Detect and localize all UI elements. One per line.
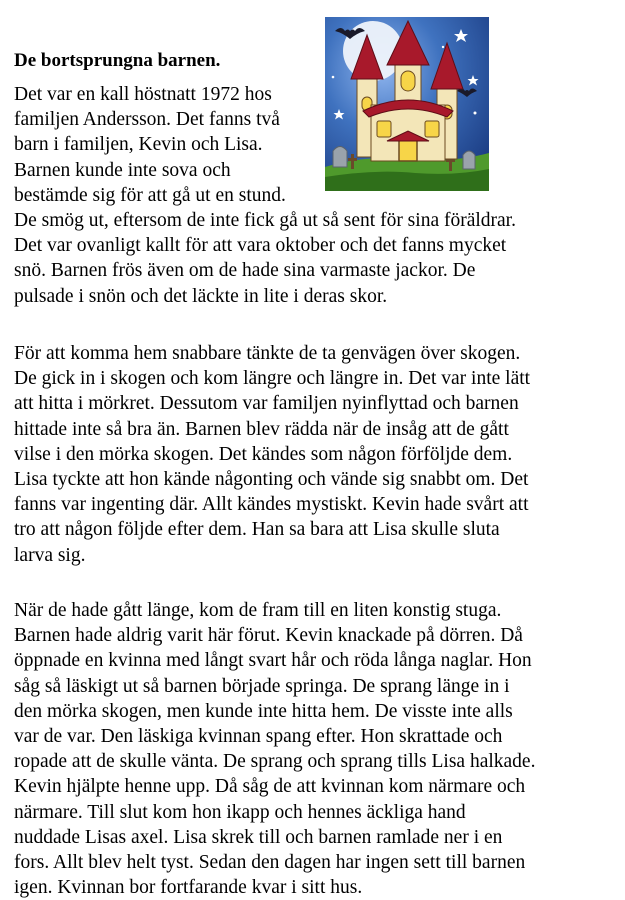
- paragraph-line: Kevin hjälpte henne upp. Då såg de att kvinnan kom närmare och: [14, 776, 526, 798]
- paragraph-line: nuddade Lisas axel. Lisa skrek till och barnen ramlade ner i en: [14, 826, 503, 848]
- paragraph-line: såg så läskigt ut så barnen började springa. De sprang länge in i: [14, 675, 510, 697]
- paragraph-line: fors. Allt blev helt tyst. Sedan den dagen har ingen sett till barnen: [14, 852, 526, 874]
- paragraph-line: var de var. Den läskiga kvinnan spang efter. Hon skrattade och: [14, 726, 503, 748]
- paragraph-line: larva sig.: [14, 544, 86, 566]
- paragraph-line: bestämde sig för att gå ut en stund.: [14, 184, 286, 206]
- story-title: De bortsprungna barnen.: [14, 50, 221, 71]
- paragraph-line: barn i familjen, Kevin och Lisa.: [14, 134, 263, 156]
- paragraph-line: De smög ut, eftersom de inte fick gå ut så sent för sina föräldrar.: [14, 210, 516, 232]
- paragraph-line: snö. Barnen frös även om de hade sina varmaste jackor. De: [14, 260, 476, 282]
- paragraph-line: Barnen hade aldrig varit här förut. Kevin knackade på dörren. Då: [14, 625, 523, 647]
- paragraph-3: [14, 598, 535, 900]
- paragraph-line: att hitta i mörkret. Dessutom var familjen nyinflyttad och barnen: [14, 393, 519, 415]
- paragraph-line: tro att någon följde efter dem. Han sa bara att Lisa skulle sluta: [14, 519, 500, 541]
- paragraph-line: fanns var ingenting där. Allt kändes mystiskt. Kevin hade svårt att: [14, 494, 529, 516]
- paragraph-line: Barnen kunde inte sova och: [14, 159, 231, 181]
- paragraph-line: Det var ovanligt kallt för att vara oktober och det fanns mycket: [14, 235, 507, 257]
- paragraph-line: öppnade en kvinna med långt svart hår och röda långa naglar. Hon: [14, 650, 532, 672]
- paragraph-line: igen. Kvinnan bor fortfarande kvar i sitt hus.: [14, 877, 363, 899]
- paragraph-line: närmare. Till slut kom hon ikapp och hennes äckliga hand: [14, 801, 466, 823]
- paragraph-line: De gick in i skogen och kom längre och längre in. Det var inte lätt: [14, 368, 531, 390]
- paragraph-line: den mörka skogen, men kunde inte hitta hem. De visste inte alls: [14, 700, 513, 722]
- paragraph-1: [14, 82, 516, 309]
- paragraph-2: [14, 341, 530, 568]
- paragraph-line: familjen Andersson. Det fanns två: [14, 109, 280, 131]
- paragraph-line: pulsade i snön och det läckte in lite i deras skor.: [14, 285, 388, 307]
- paragraph-line: Det var en kall höstnatt 1972 hos: [14, 84, 272, 105]
- paragraph-line: ropade att de skulle vänta. De sprang och sprang tills Lisa halkade.: [14, 751, 536, 773]
- paragraph-line: vilse i den mörka skogen. Det kändes som någon förföljde dem.: [14, 443, 513, 465]
- paragraph-line: För att komma hem snabbare tänkte de ta genvägen över skogen.: [14, 343, 521, 364]
- paragraph-line: När de hade gått länge, kom de fram till en liten konstig stuga.: [14, 600, 502, 621]
- paragraph-line: hittade inte så bra än. Barnen blev rädda när de insåg att de gått: [14, 418, 509, 440]
- paragraph-line: Lisa tyckte att hon kände någonting och vände sig snabbt om. Det: [14, 469, 529, 491]
